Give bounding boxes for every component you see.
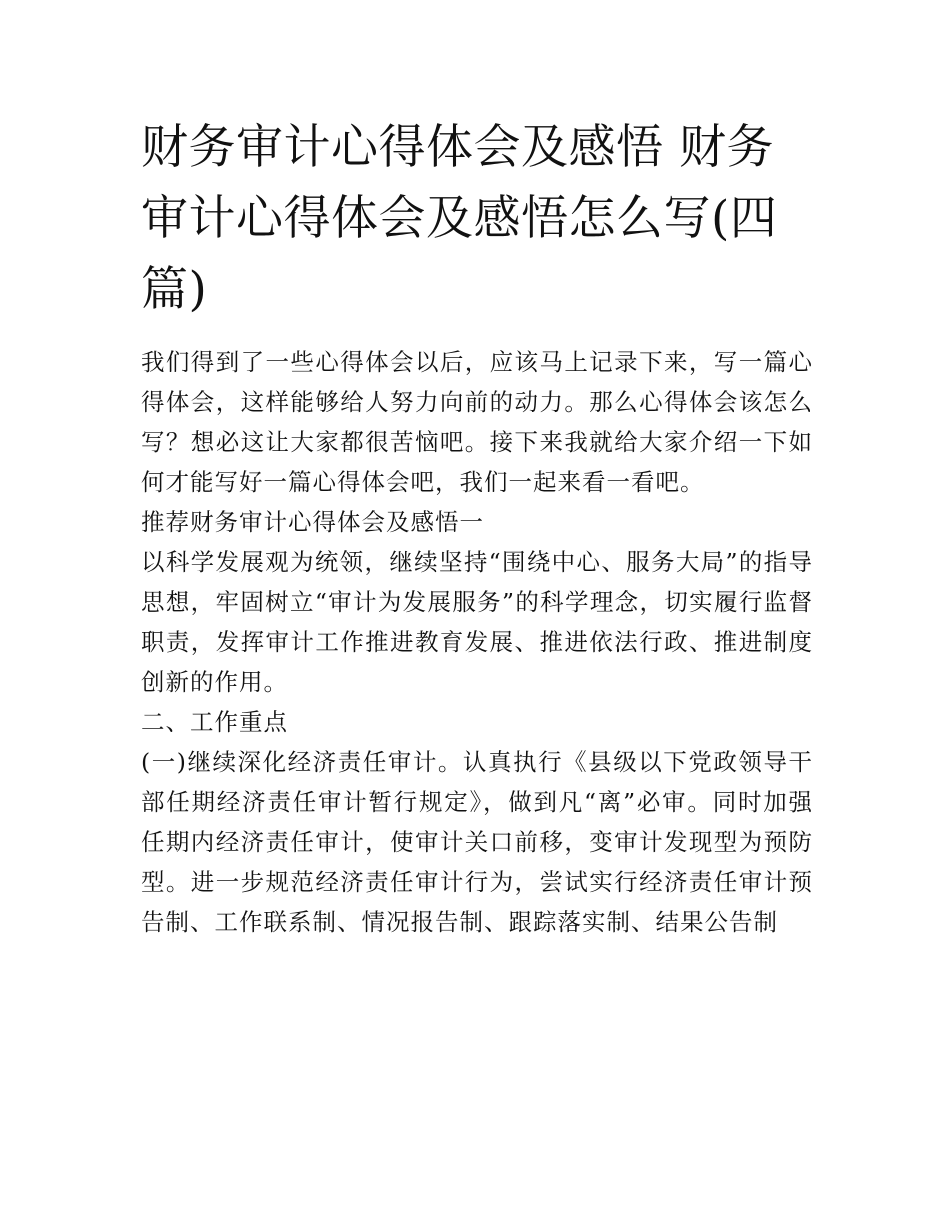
section-heading: 推荐财务审计心得体会及感悟一 (141, 508, 484, 536)
intro-paragraph: 我们得到了一些心得体会以后，应该马上记录下来，写一篇心得体会，这样能够给人努力向前的动力。那么心得体会该怎么写？想必这让大家都很苦恼吧。接下来我就给大家介绍一下如何才能写好一篇心得体会吧，我们一起来看一看吧。 (141, 348, 813, 496)
document-title: 财务审计心得体会及感悟 财务审计心得体会及感悟怎么写(四篇) (141, 120, 778, 317)
subheading-work-focus: 二、工作重点 (141, 708, 288, 736)
document-content (141, 112, 813, 942)
body-paragraph-2: (一)继续深化经济责任审计。认真执行《县级以下党政领导干部任期经济责任审计暂行规定》，做到凡“离”必审。同时加强任期内经济责任审计，使审计关口前移，变审计发现型为预防型。进一步规范经济责任审计行为，尝试实行经济责任审计预告制、工作联系制、情况报告制、跟踪落实制、结果公告制 (141, 748, 813, 936)
body-paragraph-1: 以科学发展观为统领，继续坚持“围绕中心、服务大局”的指导思想，牢固树立“审计为发展服务”的科学理念，切实履行监督职责，发挥审计工作推进教育发展、推进依法行政、推进制度创新的作用。 (141, 548, 813, 696)
